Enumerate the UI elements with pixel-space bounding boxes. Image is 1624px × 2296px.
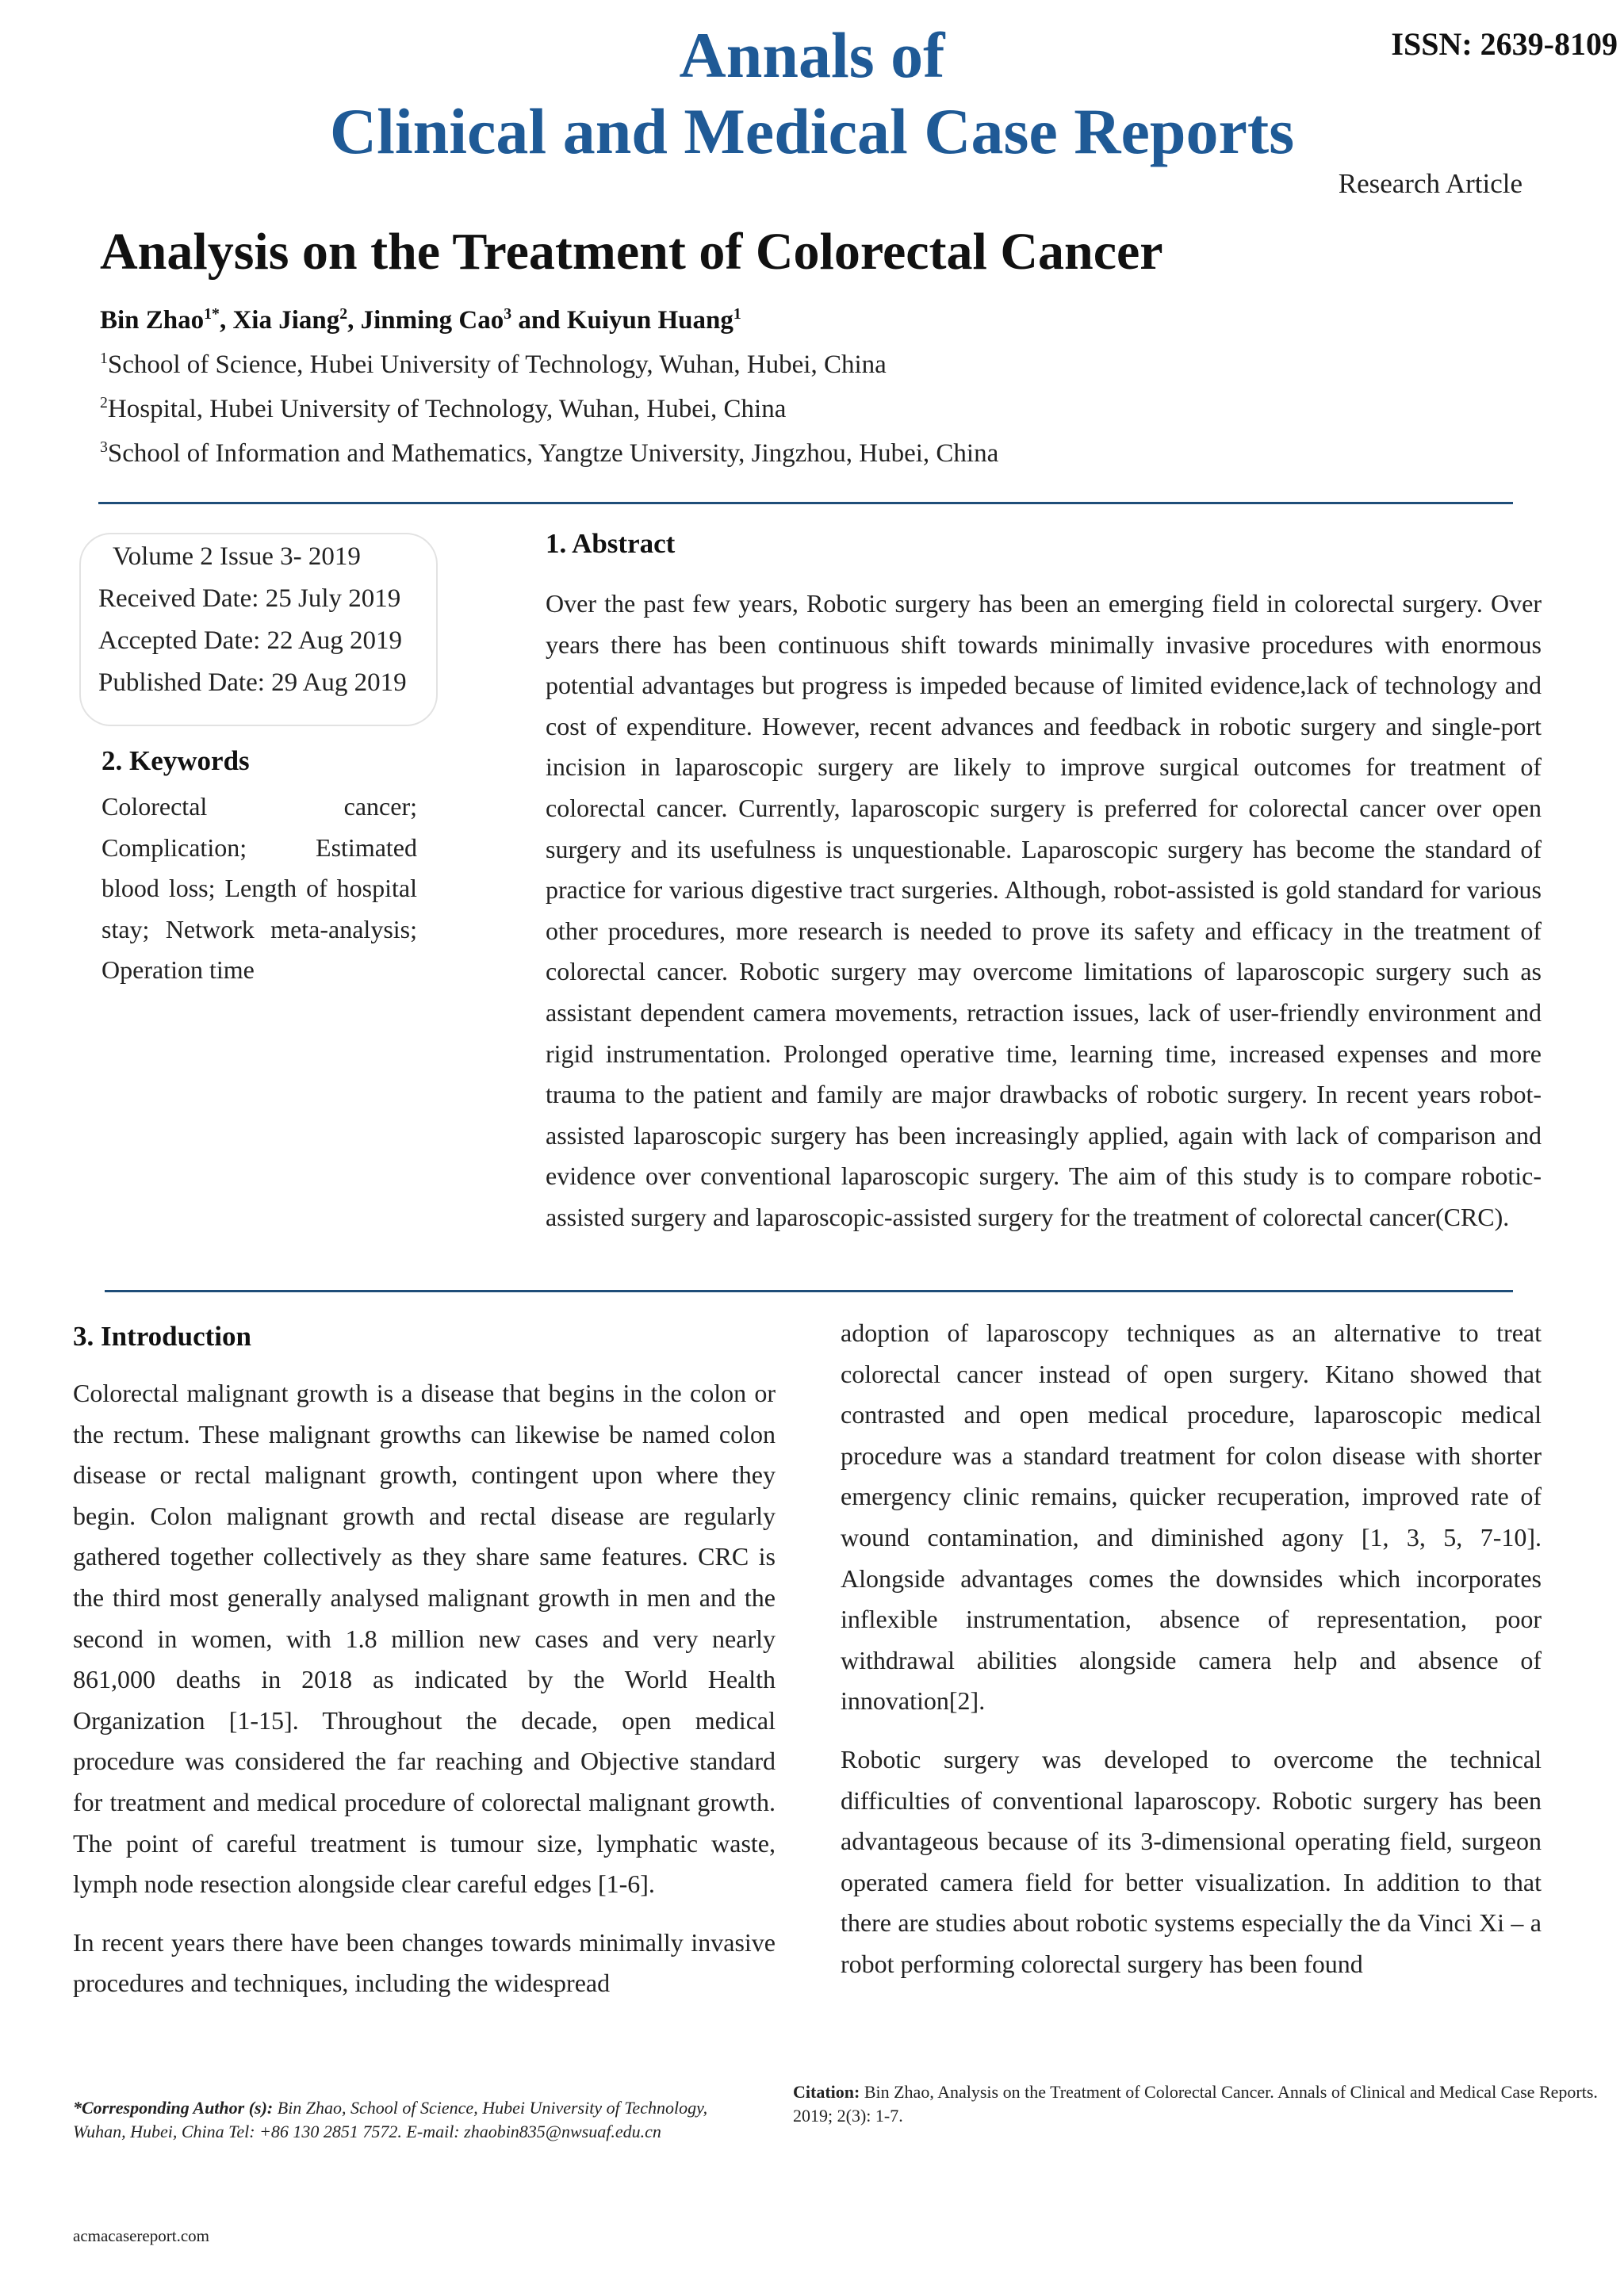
- author-sup: 2: [339, 305, 348, 323]
- introduction-right-column: [841, 1313, 1542, 2003]
- affiliation: [100, 395, 786, 424]
- author-sup: 1: [733, 305, 741, 323]
- citation-text: Bin Zhao, Analysis on the Treatment of Colorectal Cancer. Annals of Clinical and Medical Case Reports. 2019; 2(3): 1-7.: [793, 2082, 1598, 2126]
- author-sup: 1*: [204, 305, 220, 323]
- affiliation: [100, 439, 998, 469]
- corresponding-text: Bin Zhao, School of Science, Hubei University of Technology, Wuhan, Hubei, China Tel: +86 130 2851 7572. E-mail: zhaobin835@nwsuaf.edu.cn: [73, 2098, 708, 2141]
- paragraph: Colorectal malignant growth is a disease that begins in the colon or the rectum. These malignant growths can likewise be named colon disease or rectal malignant growth, contingent upon where they begin. Colon malignant growth and rectal disease are regularly gathered together collectively as they share same features. CRC is the third most generally analysed malignant growth in men and the second in women, with 1.8 million new cases and very nearly 861,000 deaths in 2018 as indicated by the World Health Organization [1-15]. Throughout the decade, open medical procedure was considered the far reaching and Objective standard for treatment and medical procedure of colorectal malignant growth. The point of careful treatment is tumour size, lymphatic waste, lymph node resection alongside clear careful edges [1-6].: [73, 1379, 776, 1899]
- paragraph: adoption of laparoscopy techniques as an alternative to treat colorectal cancer instead of open surgery. Kitano showed that contrasted and open medical procedure, laparoscopic medical procedure was a standard treatment for colon disease with shorter emergency clinic remains, quicker recuperation, improved rate of wound contamination, and diminished agony [1, 3, 5, 7-10]. Alongside advantages comes the downsides which incorporates inflexible instrumentation, absence of representation, poor withdrawal abilities alongside camera help and absence of innovation[2].: [841, 1318, 1542, 1716]
- accepted-date: Accepted Date: 22 Aug 2019: [98, 626, 403, 655]
- citation: [793, 2080, 1621, 2128]
- author-sep: ,: [347, 306, 361, 335]
- citation-label: Citation:: [793, 2082, 860, 2102]
- author-sup: 3: [504, 305, 512, 323]
- paragraph: Robotic surgery was developed to overcome the technical difficulties of conventional laparoscopy. Robotic surgery has been advantageous because of its 3-dimensional operating field, surgeon operated camera field for better visualization. In addition to that there are studies about robotic systems especially the da Vinci Xi – a robot performing colorectal surgery has been found: [841, 1744, 1542, 1978]
- affiliation-text: Hospital, Hubei University of Technology, Wuhan, Hubei, China: [107, 395, 787, 423]
- affiliation-sup: 3: [100, 438, 108, 456]
- author-list: [100, 306, 741, 335]
- article-type: Research Article: [1338, 168, 1522, 199]
- introduction-heading: 3. Introduction: [73, 1321, 251, 1352]
- keywords-text: Colorectal cancer; Complication; Estimated blood loss; Length of hospital stay; Network meta-analysis; Operation time: [102, 792, 417, 984]
- author-sep: and: [511, 306, 567, 335]
- abstract-text: Over the past few years, Robotic surgery has been an emerging field in colorectal surgery. Over years there has been continuous shift towards minimally invasive procedures with enormous potential advantages but progress is impeded because of limited evidence,lack of technology and cost of expenditure. However, recent advances and feedback in robotic surgery and single-port incision in laparoscopic surgery are likely to improve surgical outcomes for treatment of colorectal cancer. Currently, laparoscopic surgery is preferred for colorectal cancer over open surgery and its usefulness is unquestionable. Laparoscopic surgery has become the standard of practice for various digestive tract surgeries. Although, robot-assisted is gold standard for various other procedures, more research is needed to prove its safety and efficacy in the treatment of colorectal cancer. Robotic surgery may overcome limitations of laparoscopic surgery such as assistant dependent camera movements, retraction issues, lack of user-friendly environment and rigid instrumentation. Prolonged operative time, learning time, increased expenses and more trauma to the patient and family are major drawbacks of robotic surgery. In recent years robot-assisted laparoscopic surgery has been increasingly applied, again with lack of comparison and evidence over conventional laparoscopic surgery. The aim of this study is to compare robotic-assisted surgery and laparoscopic-assisted surgery for the treatment of colorectal cancer(CRC).: [546, 589, 1542, 1231]
- affiliation-sup: 1: [100, 350, 108, 367]
- paper-title: Analysis on the Treatment of Colorectal Cancer: [100, 223, 1163, 281]
- affiliation: [100, 350, 887, 380]
- affiliation-text: School of Information and Mathematics, Yangtze University, Jingzhou, Hubei, China: [107, 439, 999, 468]
- published-date: Published Date: 29 Aug 2019: [98, 668, 407, 697]
- author-name: Xia Jiang: [232, 306, 340, 335]
- affiliation-text: School of Science, Hubei University of Technology, Wuhan, Hubei, China: [107, 350, 887, 379]
- paragraph: In recent years there have been changes towards minimally invasive procedures and techniques, including the widespread: [73, 1927, 776, 1998]
- journal-title: [0, 17, 1624, 170]
- website-link[interactable]: acmacasereport.com: [73, 2226, 209, 2245]
- received-date: Received Date: 25 July 2019: [98, 584, 401, 613]
- journal-title-line1: Annals of: [679, 19, 945, 91]
- author-name: Jinming Cao: [360, 306, 504, 335]
- abstract-divider: [105, 1290, 1513, 1292]
- volume-issue: Volume 2 Issue 3- 2019: [113, 542, 361, 571]
- header-divider: [98, 502, 1513, 504]
- issn: ISSN: 2639-8109: [1391, 26, 1618, 62]
- keywords-heading: 2. Keywords: [102, 745, 250, 776]
- journal-title-line2: Clinical and Medical Case Reports: [329, 95, 1295, 167]
- author-name: Bin Zhao: [100, 306, 205, 335]
- corresponding-label: *Corresponding Author (s):: [73, 2098, 274, 2118]
- introduction-left-column: [73, 1373, 776, 2022]
- affiliation-sup: 2: [100, 394, 108, 411]
- author-name: Kuiyun Huang: [566, 306, 733, 335]
- corresponding-author: [73, 2096, 756, 2144]
- abstract-heading: 1. Abstract: [546, 528, 676, 559]
- author-sep: ,: [219, 306, 233, 335]
